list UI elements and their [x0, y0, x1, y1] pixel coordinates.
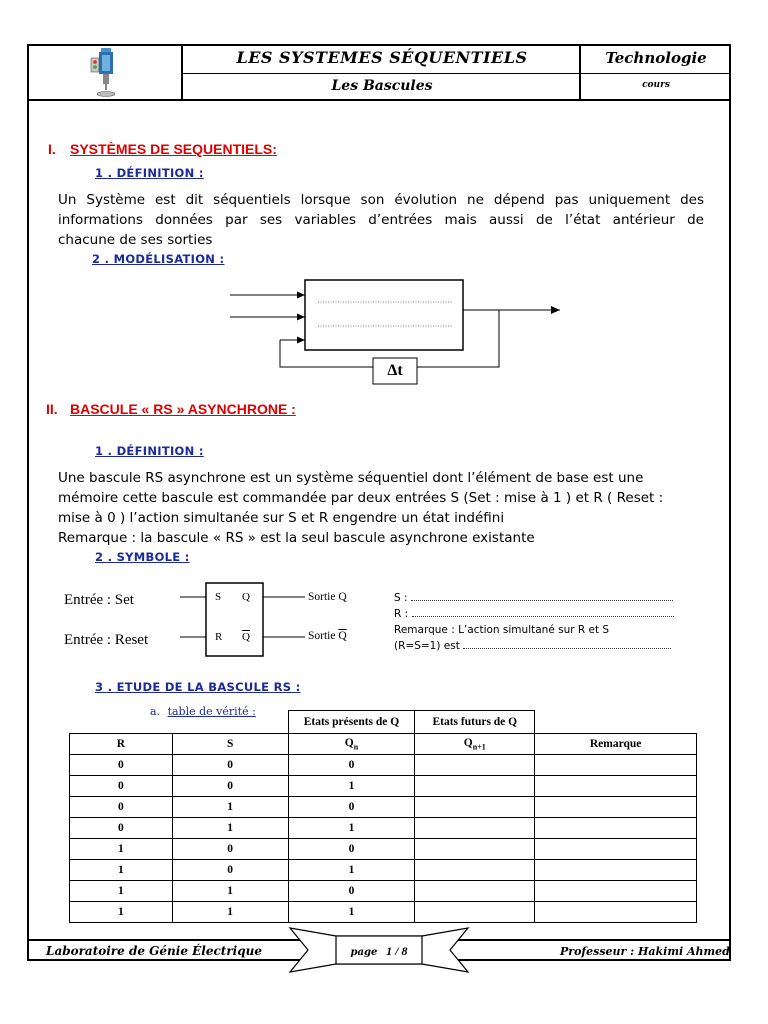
table-row	[70, 860, 697, 881]
header-subtitle: Les Bascules	[331, 78, 433, 94]
input-reset-label: Entrée : Reset	[64, 632, 149, 648]
cell-qn: 1	[288, 776, 415, 797]
section-1-title: SYSTÈMES DE SEQUENTIELS:	[70, 141, 277, 157]
cell-qn: 1	[288, 902, 415, 923]
cell-qn: 0	[288, 839, 415, 860]
table-row	[70, 881, 697, 902]
table-row	[70, 755, 697, 776]
group-future-header: Etats futurs de Q	[415, 711, 535, 734]
note-s-label: S :	[394, 592, 408, 604]
cell-qn: 0	[288, 797, 415, 818]
cell-r: 0	[70, 755, 173, 776]
header-subject: Technologie	[605, 49, 707, 67]
truth-table	[69, 710, 697, 923]
cell-r: 1	[70, 902, 173, 923]
definition-line-2: informations données par ses variables d’entrées mais aussi de l’état antérieur de	[58, 212, 704, 228]
cell-remark[interactable]	[535, 797, 697, 818]
cell-remark[interactable]	[535, 902, 697, 923]
section-2-symbole-heading: 2 . SYMBOLE :	[95, 550, 190, 564]
table-column-header-row	[70, 734, 697, 755]
pin-qbar-label: $\overline{Q}$	[242, 631, 250, 643]
table-row	[70, 797, 697, 818]
col-qn-subscript: n	[353, 742, 359, 752]
table-group-header-row	[70, 711, 697, 734]
cell-remark[interactable]	[535, 818, 697, 839]
cell-remark[interactable]	[535, 776, 697, 797]
cell-r: 1	[70, 839, 173, 860]
note-s-blank	[411, 600, 673, 601]
cell-r: 1	[70, 881, 173, 902]
note-r-row	[394, 606, 684, 622]
cell-s: 1	[172, 818, 288, 839]
cell-qn: 1	[288, 818, 415, 839]
table-heading-text: table de vérité :	[167, 705, 256, 718]
col-qn1-header	[415, 734, 535, 755]
section-2-definition-text	[58, 468, 704, 548]
note-r-label: R :	[394, 608, 409, 620]
section-2-number: II.	[46, 401, 58, 417]
page-number: 1 / 8	[386, 944, 408, 958]
cell-s: 1	[172, 881, 288, 902]
cell-remark[interactable]	[535, 860, 697, 881]
pin-r-label: R	[215, 631, 223, 643]
cell-r: 0	[70, 797, 173, 818]
output-qbar-prefix: Sortie	[308, 630, 339, 642]
cell-qn1[interactable]	[415, 839, 535, 860]
input-set-label: Entrée : Set	[64, 592, 134, 608]
cell-r: 0	[70, 818, 173, 839]
pin-q-label: Q	[242, 591, 250, 603]
footer-lab: Laboratoire de Génie Électrique	[46, 944, 262, 958]
col-qn1-subscript: n+1	[472, 742, 486, 752]
cell-s: 1	[172, 902, 288, 923]
table-row	[70, 902, 697, 923]
page-word: page	[350, 947, 378, 958]
cell-s: 0	[172, 776, 288, 797]
table-heading-letter: a.	[150, 705, 161, 718]
note-r-blank	[412, 616, 674, 617]
footer-professor: Professeur : Hakimi Ahmed	[560, 945, 730, 958]
pin-s-label: S	[215, 591, 222, 603]
cell-s: 0	[172, 755, 288, 776]
section-2-etude-heading: 3 . ETUDE DE LA BASCULE RS :	[95, 680, 301, 694]
delay-label: Δt	[387, 362, 403, 379]
output-q-label: Sortie Q	[308, 591, 347, 603]
notes-block	[394, 590, 684, 654]
definition-line-3: chacune de ses sorties	[58, 232, 213, 248]
group-present-header: Etats présents de Q	[288, 711, 415, 734]
cell-qn: 1	[288, 860, 415, 881]
cell-qn1[interactable]	[415, 818, 535, 839]
definition-line-1: Un Système est dit séquentiels lorsque son évolution ne dépend pas uniquement des	[58, 192, 704, 208]
output-qbar-q: $\overline{Q}$	[338, 630, 347, 642]
cell-qn1[interactable]	[415, 860, 535, 881]
cell-qn1[interactable]	[415, 776, 535, 797]
table-row	[70, 818, 697, 839]
section-1-definition-heading: 1 . DÉFINITION :	[95, 166, 204, 180]
col-qn-header	[288, 734, 415, 755]
note-remark-line2: (R=S=1) est	[394, 640, 460, 652]
machine-logo-icon	[88, 46, 124, 100]
rs-remark-line: Remarque : la bascule « RS » est la seul bascule asynchrone existante	[58, 530, 535, 546]
col-r-header: R	[70, 734, 173, 755]
cell-qn: 0	[288, 881, 415, 902]
cell-qn1[interactable]	[415, 881, 535, 902]
col-s-header: S	[172, 734, 288, 755]
output-qbar-label	[308, 630, 347, 642]
col-remark-header: Remarque	[535, 734, 697, 755]
table-row	[70, 776, 697, 797]
cell-s: 0	[172, 839, 288, 860]
section-1-modelisation-heading: 2 . MODÉLISATION :	[92, 252, 225, 266]
header-title: LES SYSTEMES SÉQUENTIELS	[236, 48, 528, 67]
section-1-definition-text	[58, 190, 704, 250]
cell-remark[interactable]	[535, 881, 697, 902]
rs-definition-line-1: Une bascule RS asynchrone est un système séquentiel dont l’élément de base est une	[58, 470, 644, 486]
cell-s: 0	[172, 860, 288, 881]
section-2-title: BASCULE « RS » ASYNCHRONE :	[70, 401, 296, 417]
col-qn1-letter: Q	[463, 736, 473, 749]
note-s-row	[394, 590, 684, 606]
table-row	[70, 839, 697, 860]
section-2-definition-heading: 1 . DÉFINITION :	[95, 444, 204, 458]
cell-qn: 0	[288, 755, 415, 776]
col-qn-letter: Q	[344, 736, 354, 749]
cell-r: 0	[70, 776, 173, 797]
cell-remark[interactable]	[535, 839, 697, 860]
cell-qn1[interactable]	[415, 797, 535, 818]
note-remark-line1: Remarque : L’action simultané sur R et S	[394, 624, 610, 636]
cell-s: 1	[172, 797, 288, 818]
cell-qn1[interactable]	[415, 902, 535, 923]
cell-qn1[interactable]	[415, 755, 535, 776]
rs-definition-line-2: mémoire cette bascule est commandée par deux entrées S (Set : mise à 1 ) et R ( Reset :	[58, 490, 664, 506]
rs-definition-line-3: mise à 0 ) l’action simultanée sur S et R engendre un état indéfini	[58, 510, 505, 526]
note-remark-blank	[463, 648, 671, 649]
section-1-number: I.	[48, 141, 56, 157]
note-remark-row	[394, 638, 684, 654]
cell-r: 1	[70, 860, 173, 881]
header-type: cours	[642, 80, 670, 90]
page-indicator	[336, 944, 422, 959]
cell-remark[interactable]	[535, 755, 697, 776]
